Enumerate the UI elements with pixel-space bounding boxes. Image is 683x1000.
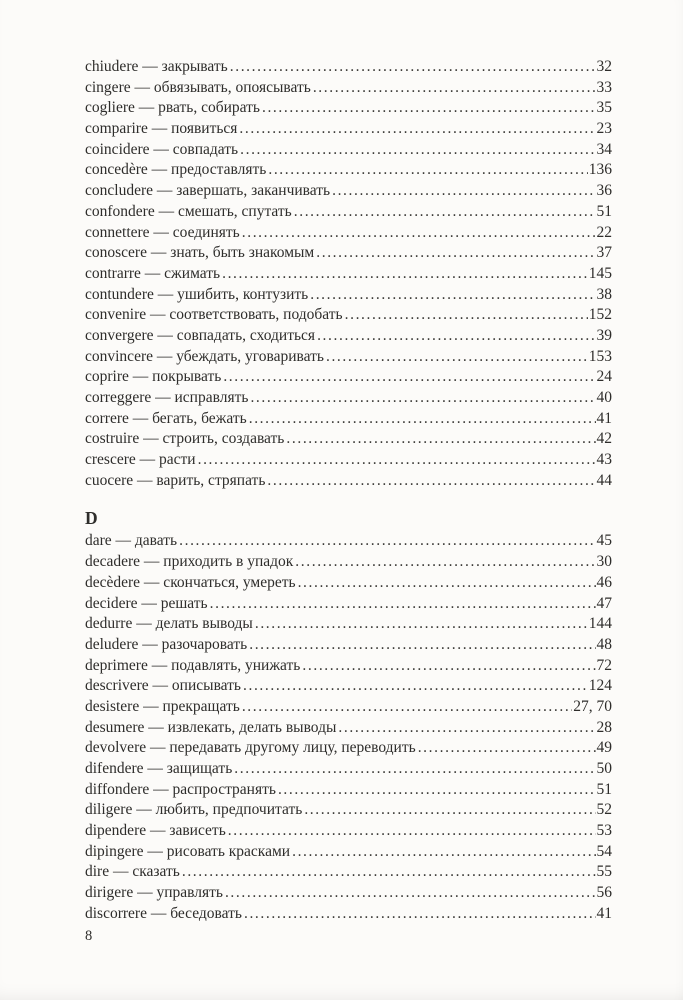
dot-leader <box>223 884 596 902</box>
index-entry <box>85 843 612 864</box>
entry-page: 27, 70 <box>573 697 612 715</box>
dot-leader <box>247 410 596 428</box>
dot-leader <box>248 389 595 407</box>
entry-label: correre — бегать, бежать <box>85 409 247 427</box>
dot-leader <box>311 79 596 97</box>
dot-leader <box>266 161 587 179</box>
entry-page: 22 <box>596 223 612 241</box>
dot-leader <box>330 182 595 200</box>
dot-leader <box>237 120 595 138</box>
entry-page: 43 <box>596 451 612 469</box>
entry-page: 145 <box>588 264 612 282</box>
index-entry <box>85 348 612 369</box>
index-entry <box>85 203 612 224</box>
entry-label: decadere — приходить в упадок <box>85 553 294 571</box>
dot-leader <box>240 224 596 242</box>
index-entry <box>85 615 612 636</box>
entry-page: 124 <box>588 677 612 695</box>
entry-page: 152 <box>588 306 612 324</box>
dot-leader <box>300 657 595 675</box>
index-entry <box>85 636 612 657</box>
entry-page: 55 <box>596 863 612 881</box>
entry-page: 32 <box>596 58 612 75</box>
entry-label: contrarre — сжимать <box>85 264 221 282</box>
index-entry <box>85 905 612 926</box>
dot-leader <box>315 327 595 345</box>
entry-page: 53 <box>596 822 612 840</box>
entry-label: desistere — прекращать <box>85 697 240 715</box>
entry-label: decèdere — скончаться, умереть <box>85 573 296 591</box>
index-entry <box>85 368 612 389</box>
index-entry <box>85 451 612 472</box>
dot-leader <box>220 265 588 283</box>
entry-label: dipingere — рисовать красками <box>85 842 291 860</box>
entry-label: correggere — исправлять <box>85 389 249 406</box>
entry-page: 40 <box>596 389 612 406</box>
entry-page: 54 <box>596 842 612 860</box>
entry-page: 41 <box>596 409 612 427</box>
entry-page: 51 <box>596 202 612 220</box>
dot-leader <box>336 719 595 737</box>
dot-leader <box>221 368 595 386</box>
entry-label: dirigere — управлять <box>85 884 223 902</box>
index-entry <box>85 532 612 553</box>
entry-label: decidere — решать <box>85 594 208 612</box>
entry-label: descrivere — описывать <box>85 677 241 695</box>
entry-page: 46 <box>596 573 612 591</box>
entry-label: convincere — убеждать, уговаривать <box>85 347 324 365</box>
entry-label: cuocere — варить, стряпать <box>85 471 266 489</box>
entry-page: 49 <box>596 739 612 757</box>
index-entry <box>85 657 612 678</box>
entry-page: 56 <box>596 884 612 902</box>
entry-page: 39 <box>596 326 612 344</box>
dot-leader <box>265 472 595 490</box>
entry-page: 45 <box>596 532 612 550</box>
index-entry <box>85 677 612 698</box>
entry-label: dedurre — делать выводы <box>85 615 253 633</box>
dot-leader <box>284 430 595 448</box>
index-entry <box>85 141 612 162</box>
dot-leader <box>232 760 595 778</box>
index-entry <box>85 79 612 100</box>
entry-page: 34 <box>596 140 612 158</box>
index-entry <box>85 553 612 574</box>
index-entry <box>85 327 612 348</box>
index-entry <box>85 595 612 616</box>
entry-page: 23 <box>596 120 612 138</box>
entry-label: cogliere — рвать, собирать <box>85 99 260 117</box>
dot-leader <box>290 843 595 861</box>
dot-leader <box>308 286 595 304</box>
dot-leader <box>226 822 596 840</box>
entry-label: cingere — обвязывать, опоясывать <box>85 78 311 96</box>
entry-label: contundere — ушибить, контузить <box>85 285 309 303</box>
entry-label: deludere — разочаровать <box>85 635 248 653</box>
entry-label: dipendere — зависеть <box>85 822 226 840</box>
entry-label: coprire — покрывать <box>85 368 222 386</box>
index-entry <box>85 574 612 595</box>
index-entry <box>85 719 612 740</box>
dot-leader <box>208 595 596 613</box>
entry-page: 50 <box>596 760 612 777</box>
entry-label: convenire — соответствовать, подобать <box>85 306 343 324</box>
entry-label: deprimere — подавлять, унижать <box>85 656 301 674</box>
entry-page: 52 <box>596 801 612 819</box>
dot-leader <box>228 58 596 76</box>
entry-page: 136 <box>588 161 612 179</box>
entry-page: 42 <box>596 430 612 448</box>
entry-page: 33 <box>596 78 612 96</box>
entry-label: connettere — соединять <box>85 223 240 241</box>
index-entry <box>85 244 612 265</box>
index-entry <box>85 884 612 905</box>
dot-leader <box>314 244 595 262</box>
entry-label: devolvere — передавать другому лицу, переводить <box>85 739 416 757</box>
entry-label: diffondere — распространять <box>85 780 276 798</box>
dot-leader <box>416 739 596 757</box>
index-entry <box>85 760 612 781</box>
index-entry <box>85 472 612 493</box>
entry-page: 28 <box>596 718 612 736</box>
dot-leader <box>296 574 596 592</box>
entry-label: discorrere — беседовать <box>85 904 242 922</box>
index-entry <box>85 182 612 203</box>
entry-label: confondere — смешать, спутать <box>85 202 292 220</box>
dot-leader <box>238 141 595 159</box>
index-entry <box>85 410 612 431</box>
entry-page: 48 <box>596 635 612 653</box>
dot-leader <box>293 553 595 571</box>
dot-leader <box>276 781 596 799</box>
entry-label: coincidere — совпадать <box>85 140 239 158</box>
entry-label: crescere — расти <box>85 451 196 469</box>
dot-leader <box>247 636 595 654</box>
index-entry <box>85 781 612 802</box>
entry-label: concludere — завершать, заканчивать <box>85 182 331 200</box>
entry-label: desumere — извлекать, делать выводы <box>85 718 337 736</box>
dot-leader <box>242 905 596 923</box>
index-entry <box>85 306 612 327</box>
entry-page: 38 <box>596 285 612 303</box>
index-entry <box>85 120 612 141</box>
index-entry <box>85 161 612 182</box>
index-entry <box>85 265 612 286</box>
entry-page: 47 <box>596 594 612 612</box>
index-entry <box>85 58 612 79</box>
entry-page: 30 <box>596 553 612 571</box>
dot-leader <box>241 677 588 695</box>
dot-leader <box>180 863 596 881</box>
entry-page: 36 <box>596 182 612 200</box>
dot-leader <box>260 99 596 117</box>
entry-label: conoscere — знать, быть знакомым <box>85 244 315 262</box>
entry-label: diligere — любить, предпочитать <box>85 801 303 819</box>
entry-page: 153 <box>588 347 612 365</box>
index-entry <box>85 99 612 120</box>
entry-page: 144 <box>588 615 612 633</box>
entry-label: convergere — совпадать, сходиться <box>85 326 316 344</box>
entry-label: difendere — защищать <box>85 760 233 777</box>
dot-leader <box>292 203 596 221</box>
index-entry <box>85 286 612 307</box>
index-entry <box>85 389 612 410</box>
entry-label: dare — давать <box>85 532 178 550</box>
entry-page: 35 <box>596 99 612 117</box>
entry-label: dire — сказать <box>85 863 180 881</box>
dot-leader <box>240 698 572 716</box>
entry-page: 41 <box>596 904 612 922</box>
entry-page: 51 <box>596 780 612 798</box>
entry-label: concedère — предоставлять <box>85 161 267 179</box>
index-entry <box>85 698 612 719</box>
dot-leader <box>196 451 596 469</box>
page-number: 8 <box>85 928 93 944</box>
index-list <box>85 58 612 926</box>
dot-leader <box>343 306 588 324</box>
dot-leader <box>253 615 588 633</box>
index-entry <box>85 801 612 822</box>
index-entry <box>85 822 612 843</box>
index-entry <box>85 739 612 760</box>
index-entry <box>85 224 612 245</box>
entry-label: comparire — появиться <box>85 120 238 138</box>
entry-page: 44 <box>596 471 612 489</box>
entry-page: 72 <box>596 656 612 674</box>
entry-label: costruire — строить, создавать <box>85 430 285 448</box>
dot-leader <box>324 348 588 366</box>
entry-label: chiudere — закрывать <box>85 58 228 75</box>
entry-page: 37 <box>596 244 612 262</box>
index-entry <box>85 430 612 451</box>
dot-leader <box>177 532 595 550</box>
dot-leader <box>302 801 595 819</box>
index-entry <box>85 863 612 884</box>
section-letter: D <box>85 508 98 529</box>
entry-page: 24 <box>596 368 612 386</box>
